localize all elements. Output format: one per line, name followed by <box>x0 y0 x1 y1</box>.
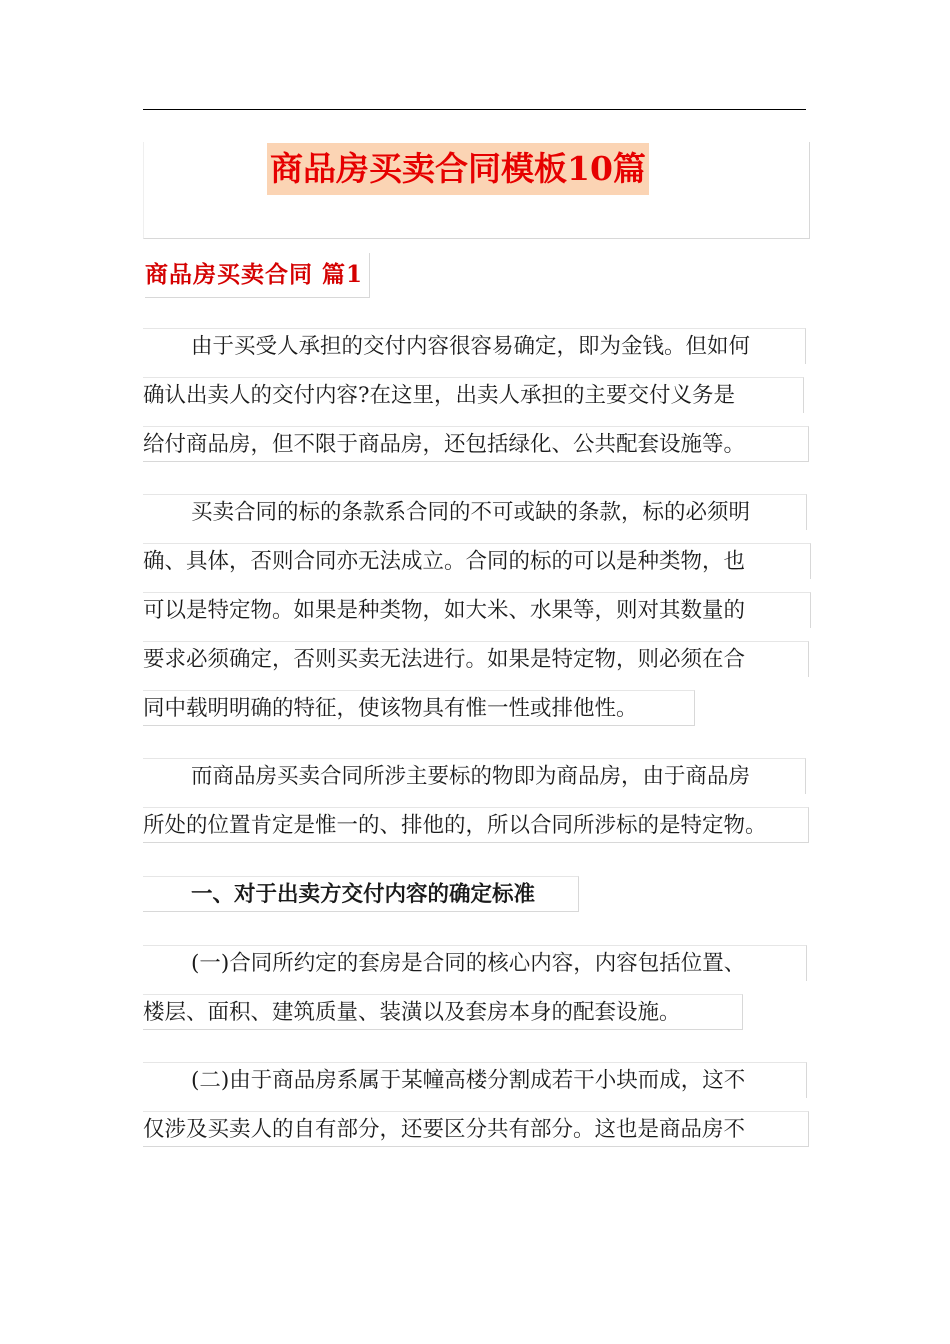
paragraph-line: 给付商品房，但不限于商品房，还包括绿化、公共配套设施等。 <box>143 426 809 462</box>
paragraph-line: 仅涉及买卖人的自有部分，还要区分共有部分。这也是商品房不 <box>143 1111 809 1147</box>
section-heading: 商品房买卖合同 篇1 <box>145 253 370 298</box>
paragraph-line: 可以是特定物。如果是种类物，如大米、水果等，则对其数量的 <box>143 592 811 628</box>
paragraph-line: (一)合同所约定的套房是合同的核心内容，内容包括位置、 <box>143 945 807 981</box>
document-title: 商品房买卖合同模板10篇 <box>267 143 649 195</box>
paragraph-line: 楼层、面积、建筑质量、装潢以及套房本身的配套设施。 <box>143 994 743 1030</box>
paragraph-line: 而商品房买卖合同所涉主要标的物即为商品房，由于商品房 <box>143 758 806 794</box>
paragraph-line: 要求必须确定，否则买卖无法进行。如果是特定物，则必须在合 <box>143 641 809 677</box>
paragraph-line: 同中载明明确的特征，使该物具有惟一性或排他性。 <box>143 690 695 726</box>
paragraph-line: 由于买受人承担的交付内容很容易确定，即为金钱。但如何 <box>143 328 806 364</box>
paragraph-line: 确认出卖人的交付内容?在这里，出卖人承担的主要交付义务是 <box>143 377 804 413</box>
paragraph-line: (二)由于商品房系属于某幢高楼分割成若干小块而成，这不 <box>143 1062 807 1098</box>
header-rule <box>143 109 806 110</box>
paragraph-line: 买卖合同的标的条款系合同的不可或缺的条款，标的必须明 <box>143 494 807 530</box>
paragraph-line: 所处的位置肯定是惟一的、排他的，所以合同所涉标的是特定物。 <box>143 807 809 843</box>
paragraph-line: 确、具体，否则合同亦无法成立。合同的标的可以是种类物，也 <box>143 543 811 579</box>
subheading: 一、对于出卖方交付内容的确定标准 <box>143 876 579 912</box>
